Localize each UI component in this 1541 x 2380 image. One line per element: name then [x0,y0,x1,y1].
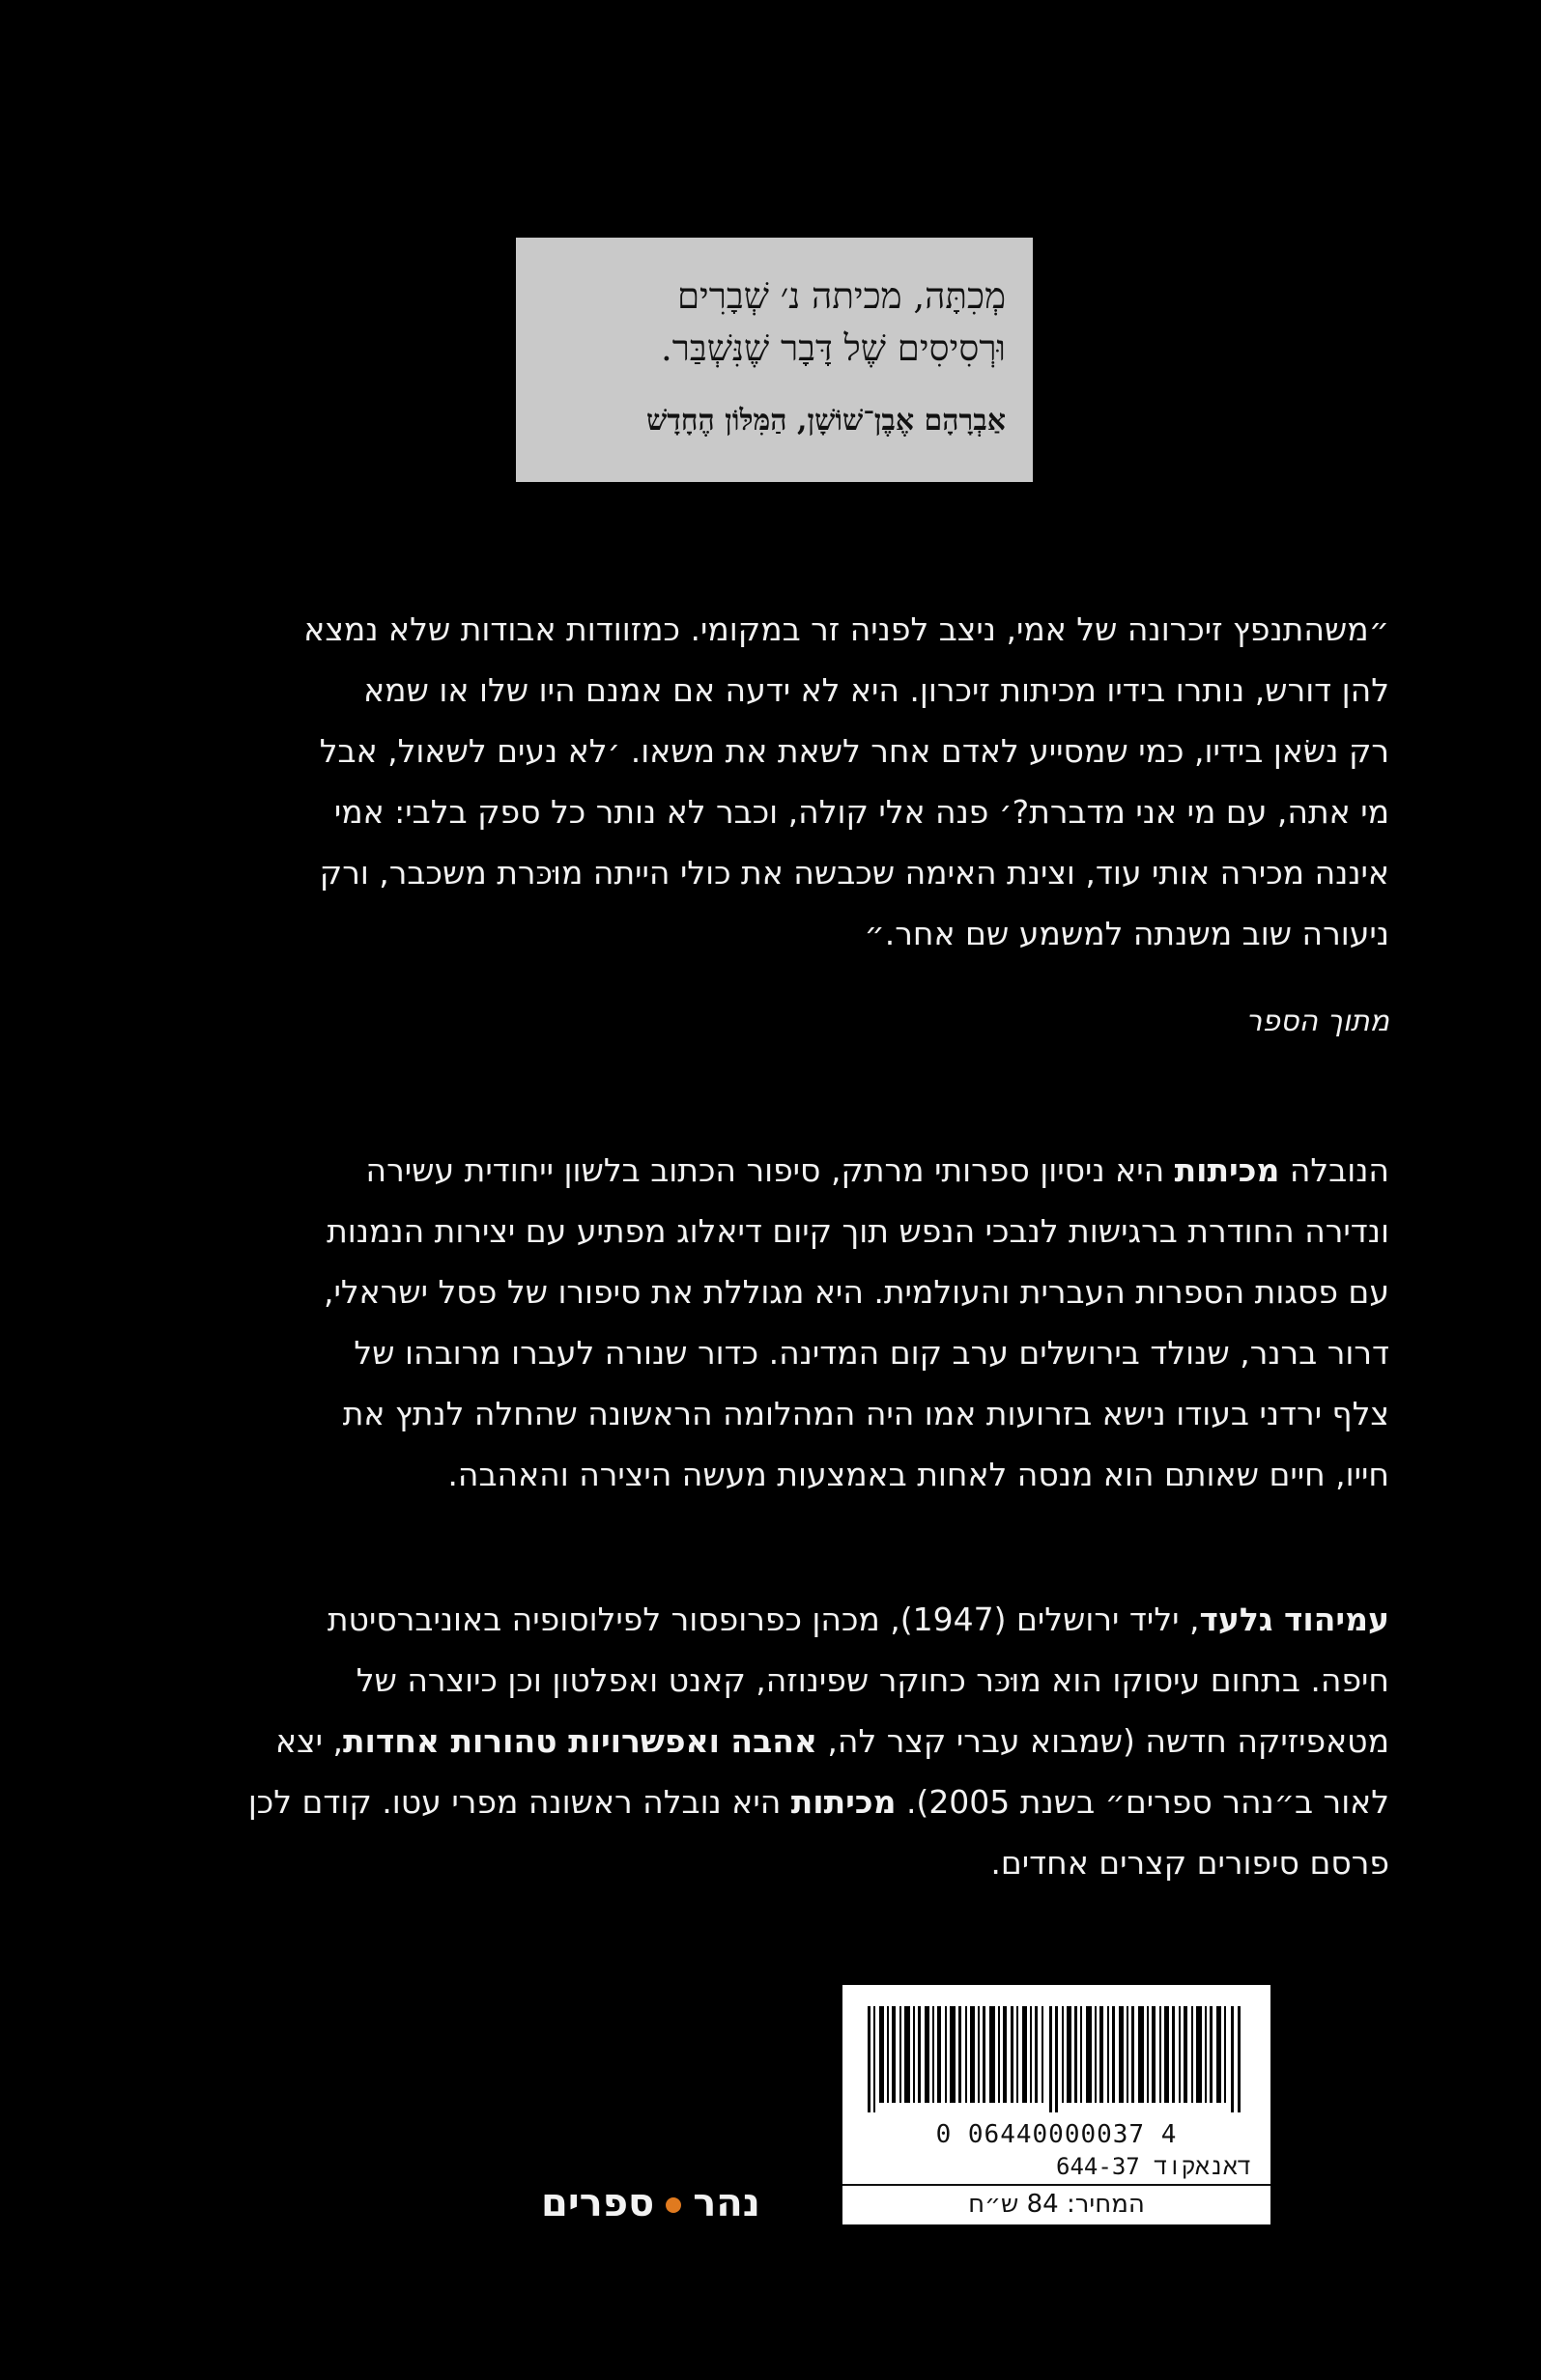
quote-line: מי אתה, עם מי אני מדברת?׳ פנה אלי קולה, וכבר לא נותר כל ספק בלבי: אמי [333,793,1389,831]
publisher-word: נהר [693,2181,760,2225]
author-line: חיפה. בתחום עיסוקו הוא מוּכּר כחוקר שפינוזה, קאנט ואפלטון וכן כיוצרה של [356,1661,1389,1699]
description-text: היא ניסיון ספרותי מרתק, סיפור הכתוב בלשון ייחודית עשירה [365,1151,1175,1189]
quote-line: ניעורה שוב משנתה למשמע שם אחר.״ [864,915,1389,952]
description-line [162,1140,1389,1201]
description-line: חייו, חיים שאותם הוא מנסה לאחות באמצעות מעשה היצירה והאהבה. [447,1456,1389,1493]
quote-line: איננה מכירה אותי עוד, וצינת האימה שכבשה את כולי הייתה מוּכּרת משכבר, ורק [319,854,1389,892]
author-line: פרסם סיפורים קצרים אחדים. [990,1844,1389,1882]
price-label: המחיר: 84 ש״ח [842,2184,1270,2219]
barcode-number: 0 06440000037 4 [935,2120,1178,2149]
author-line [162,1771,1389,1832]
dot-icon [666,2197,681,2213]
book-title-inline: מכיתות [790,1783,897,1821]
epigraph-line-2: וּרְסִיסִים שֶׁל דָּבָר שֶׁנִּשְׁבַּר. [660,327,1006,369]
epigraph-box [516,238,1033,482]
book-quote [162,599,1389,964]
quote-source: מתוך הספר [1245,1005,1389,1038]
publisher-word: ספרים [541,2181,655,2225]
book-description [162,1140,1389,1505]
author-line [162,1711,1389,1771]
author-text: , יליד ירושלים (1947), מכהן כפרופסור לפילוסופיה באוניברסיטת [327,1601,1200,1638]
author-text: לאור ב״נהר ספרים״ בשנת 2005). [896,1783,1389,1821]
description-line: ונדירה החודרת ברגישות לנבכי הנפש תוך קיום דיאלוג מפתיע עם יצירות הנמנות [327,1212,1389,1250]
barcode-label [842,1985,1270,2224]
quote-line: להן דורש, נותרו בידיו מכיתות זיכרון. היא לא ידעה אם אמנם היו שלו או שמא [363,671,1389,709]
barcode-icon [866,2006,1248,2112]
author-text: , יצא [274,1722,343,1760]
quote-line: ״משהתנפץ זיכרונה של אמי, ניצב לפניה זר במקומי. כמזוודות אבודות שלא נמצא [303,610,1389,648]
prior-book-title: אהבה ואפשרויות טהורות אחדות [342,1722,817,1760]
epigraph-source: אַבְרָהָם אֶבֶן־שׁוֹשָׁן, הַמִּלּוֹן הֶחָדָשׁ [646,404,1006,438]
publisher-logo [541,2181,760,2225]
description-line: דרור ברנר, שנולד בירושלים ערב קום המדינה. כדור שנורה לעברו מרובהו של [354,1334,1389,1372]
author-line [162,1589,1389,1650]
description-line: עם פסגות הספרות העברית והעולמית. היא מגוללת את סיפורו של פסל ישראלי, [323,1273,1389,1311]
description-text: הנובלה [1279,1151,1389,1189]
barcode-code: דאנאקוד 644-37 [1056,2153,1251,2180]
quote-line: רק נשׂאן בידיו, כמי שמסייע לאדם אחר לשאת את משאו. ׳לא נעים לשאול, אבל [319,732,1389,770]
author-text: מטאפיזיקה חדשה (שמבוא עברי קצר לה, [816,1722,1389,1760]
book-title-inline: מכיתות [1174,1151,1280,1189]
author-bio [162,1589,1389,1893]
epigraph-line-1: מְכִתָּה, מכיתה נ׳ שְׁבָרִים [676,275,1006,317]
author-text: היא נובלה ראשונה מפרי עטו. קודם לכן [247,1783,791,1821]
description-line: צלף ירדני בעודו נישא בזרועות אמו היה המהלומה הראשונה שהחלה לנתץ את [342,1395,1389,1432]
author-name: עמיהוד גלעד [1199,1601,1389,1638]
